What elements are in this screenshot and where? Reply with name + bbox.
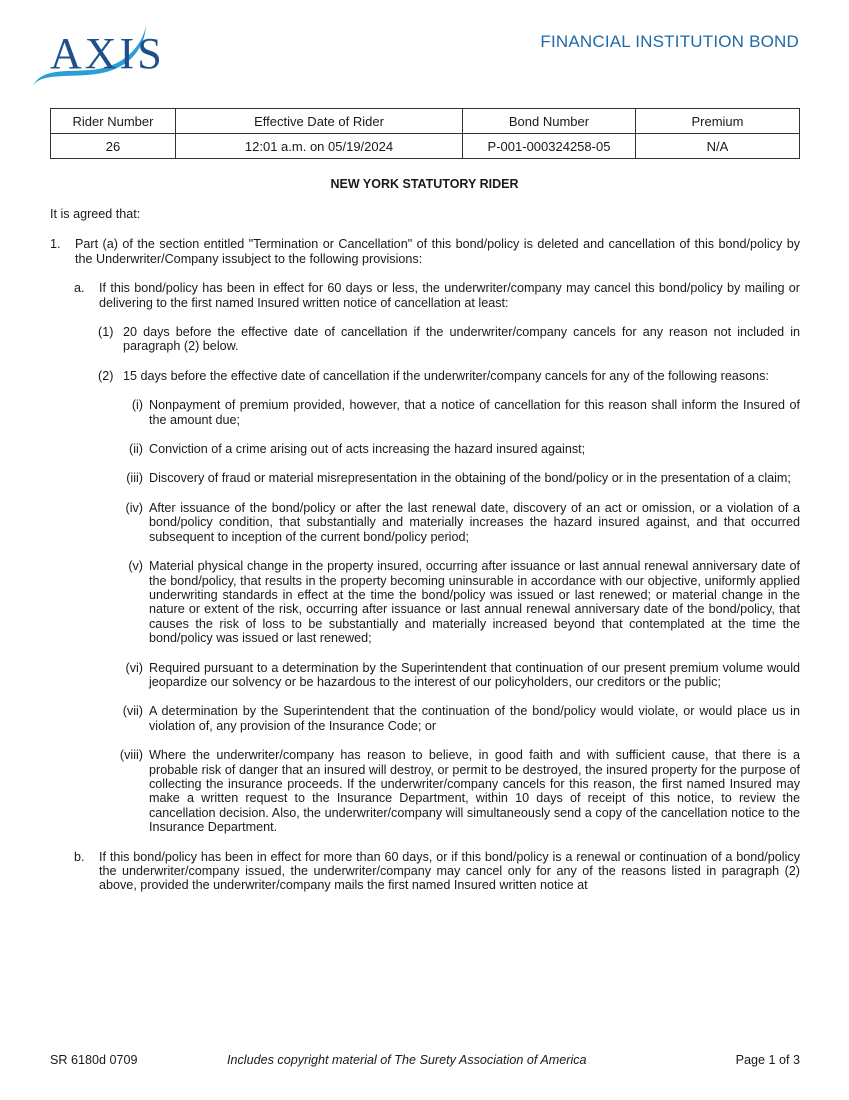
- clause-text: If this bond/policy has been in effect for 60 days or less, the underwriter/company may cancel this bond/policy by mailing or delivering to the first named Insured written notice of cancellation at least:: [99, 281, 800, 310]
- form-code: SR 6180d 0709: [50, 1053, 138, 1067]
- reason-marker: (i): [131, 398, 143, 413]
- paragraph-text: 15 days before the effective date of cancellation if the underwriter/company cancels for any of the following reasons:: [123, 368, 769, 383]
- clause-marker: b.: [74, 849, 85, 864]
- reason-marker: (vi): [125, 660, 143, 675]
- reason-iv: [50, 501, 800, 544]
- reason-ii: [50, 442, 800, 456]
- rider-body: [50, 207, 800, 908]
- paragraph-marker: (2): [98, 368, 114, 383]
- table-row: [51, 134, 800, 159]
- paragraph-text: 20 days before the effective date of cancellation if the underwriter/company cancels for any reason not included in paragraph (2) below.: [123, 325, 800, 354]
- effective-date-value: 12:01 a.m. on 05/19/2024: [176, 134, 463, 159]
- reason-text: Nonpayment of premium provided, however, that a notice of cancellation for this reason shall inform the Insured of the amount due;: [149, 398, 800, 427]
- reason-text: After issuance of the bond/policy or after the last renewal date, discovery of an act or omission, or a violation of a bond/policy condition, that substantially and materially increases the hazard insured against, and that occurred subsequent to inception of the current bond/policy period;: [149, 500, 800, 544]
- header-bond-number: Bond Number: [463, 109, 636, 134]
- reason-marker: (ii): [129, 442, 143, 457]
- paragraph-2: [50, 369, 800, 383]
- paragraph-1: [50, 325, 800, 354]
- header-premium: Premium: [636, 109, 800, 134]
- logo-wordmark: AXIS: [50, 29, 165, 78]
- reason-marker: (iv): [125, 500, 143, 515]
- header-effective-date: Effective Date of Rider: [176, 109, 463, 134]
- page-number: Page 1 of 3: [735, 1053, 800, 1067]
- reason-text: Where the underwriter/company has reason to believe, in good faith and with sufficient cause, that there is a probable risk of danger that an insured will destroy, or permit to be destroyed, the insured property for the purpose of collecting the insurance proceeds. If the underwriter/company cancels for this reason, the first named Insured may make a written request to the Insurance Department, within 10 days of receipt of this notice, to review the cancellation decision. Also, the underwriter/company will simultaneously send a copy of the cancellation notice to the Insurance Department.: [149, 748, 800, 835]
- reason-vi: [50, 661, 800, 690]
- reason-text: Material physical change in the property insured, occurring after issuance or last annual renewal anniversary date of the bond/policy, that results in the property becoming uninsurable in accordance with our objective, uniformly applied underwriting standards in effect at the time the bond/policy was issued or last renewed; or material change in the nature or extent of the risk, occurring after issuance or last annual renewal anniversary date of the bond/policy, that causes the risk of loss to be substantially and materially increased beyond that contemplated at the time the bond/policy was issued or last renewed;: [149, 559, 800, 646]
- reason-marker: (vii): [122, 704, 143, 719]
- reason-i: [50, 398, 800, 427]
- reason-text: Discovery of fraud or material misrepresentation in the obtaining of the bond/policy or in the presentation of a claim;: [149, 471, 791, 486]
- reason-marker: (v): [128, 559, 143, 574]
- rider-table: [50, 108, 800, 159]
- bond-number-value: P-001-000324258-05: [463, 134, 636, 159]
- premium-value: N/A: [636, 134, 800, 159]
- intro-text: It is agreed that:: [50, 207, 141, 221]
- reason-v: [50, 559, 800, 645]
- reason-text: Conviction of a crime arising out of acts increasing the hazard insured against;: [149, 442, 586, 457]
- table-header-row: [51, 109, 800, 134]
- section-title: NEW YORK STATUTORY RIDER: [330, 177, 519, 191]
- rider-number-value: 26: [51, 134, 176, 159]
- reason-marker: (viii): [119, 748, 143, 763]
- header-rider-number: Rider Number: [51, 109, 176, 134]
- reason-marker: (iii): [126, 471, 143, 486]
- clause-text: Part (a) of the section entitled "Termination or Cancellation" of this bond/policy is deleted and cancellation of this bond/policy by the Underwriter/Company issubject to the following provisions:: [75, 237, 800, 266]
- copyright-notice: Includes copyright material of The Surety Association of America: [227, 1053, 587, 1067]
- clause-text: If this bond/policy has been in effect for more than 60 days, or if this bond/policy is a renewal or continuation of a bond/policy the underwriter/company issued, the underwriter/company may cancel only for any of the reasons listed in paragraph (2) above, provided the underwriter/company mails the first named Insured written notice at: [99, 849, 800, 893]
- clause-1: [50, 237, 800, 266]
- axis-logo: [28, 22, 165, 98]
- reason-text: Required pursuant to a determination by the Superintendent that continuation of our present premium volume would jeopardize our solvency or be hazardous to the interest of our policyholders, our creditors or the public;: [149, 660, 800, 689]
- document-title: FINANCIAL INSTITUTION BOND: [540, 32, 799, 51]
- reason-iii: [50, 471, 800, 485]
- clause-b: [50, 850, 800, 893]
- paragraph-marker: (1): [98, 325, 114, 340]
- clause-marker: a.: [74, 281, 85, 296]
- reason-vii: [50, 704, 800, 733]
- clause-marker: 1.: [50, 237, 61, 252]
- reason-viii: [50, 748, 800, 834]
- reason-text: A determination by the Superintendent that the continuation of the bond/policy would violate, or would place us in violation of, any provision of the Insurance Code; or: [149, 704, 800, 733]
- clause-a: [50, 281, 800, 310]
